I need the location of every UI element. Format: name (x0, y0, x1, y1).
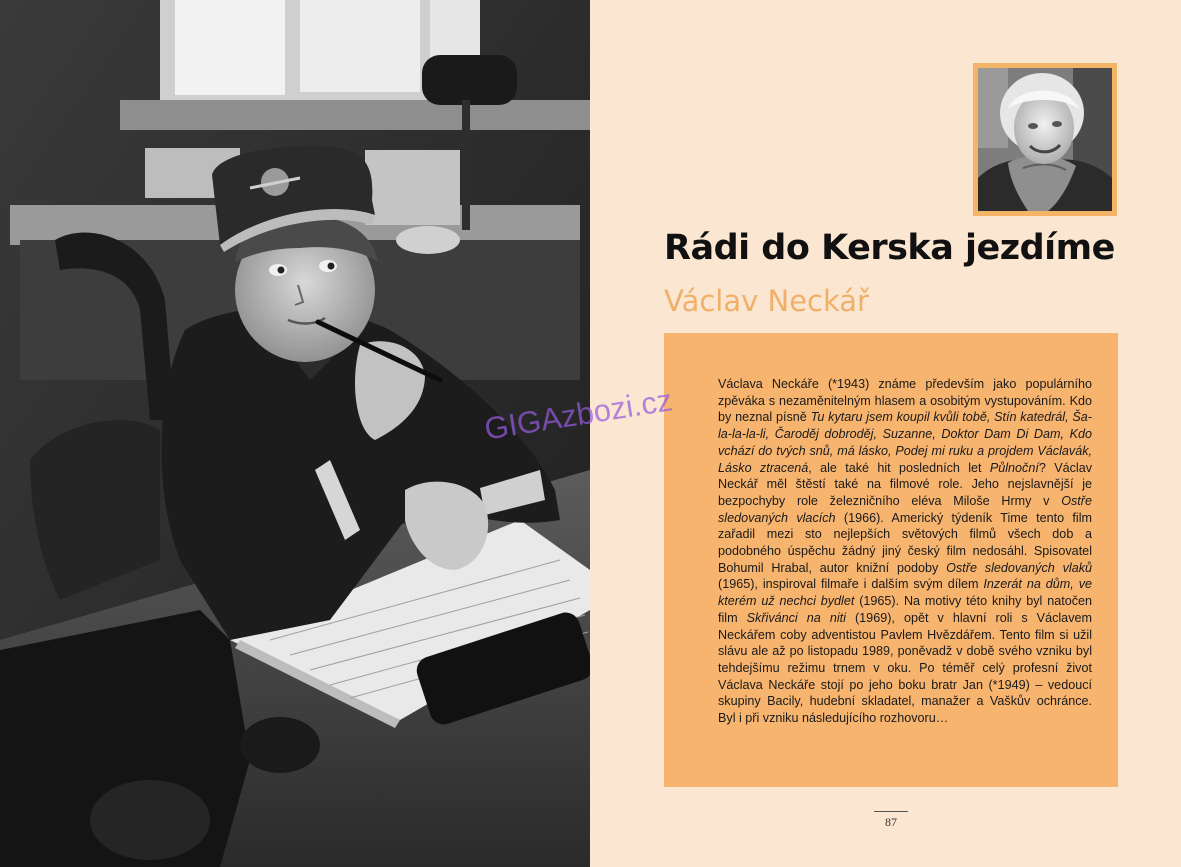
portrait-illustration (978, 68, 1112, 211)
intro-text-italic: Ostře sledovaných vlacích (718, 493, 1092, 525)
intro-text-run: (1966). Americký týdeník Time tento film zařadil mezi sto nejlepších světových filmů všech dob a podobného úspěchu žádný jiný český film nedosáhl. Spisovatel Bohumil Hrabal, autor knižní podoby (718, 510, 1092, 575)
article-page (590, 0, 1181, 867)
intro-text (718, 376, 1092, 727)
author-portrait (973, 63, 1117, 216)
intro-text-italic: Ostře sledovaných vlaků (946, 560, 1093, 575)
intro-text-run: , ale také hit posledních let (808, 460, 990, 475)
intro-text-run: Václava Neckáře (*1943) známe především jako populárního zpěváka s nezaměnitelným hlasem a osobitým vystupováním. Kdo by neznal písně (718, 377, 1092, 425)
article-title: Rádi do Kerska jezdíme (664, 228, 1115, 268)
intro-text-run: (1969), opět v hlavní roli s Václavem Neckářem coby adventistou Pavlem Hvězdářem. Tento film si užil slávu ale až po listopadu 1989, poněvadž v době svého vzniku byl tehdejšímu režimu trnem v oku. Po téměř celý profesní život Václava Neckáře stojí po jeho boku bratr Jan (*1949) – vedoucí skupiny Bacily, hudební skladatel, manažer a Vaškův ochránce. Byl i při vzniku následujícího rozhovoru… (718, 610, 1092, 726)
intro-text-run: ? Václav Neckář měl štěstí také na filmové role. Jeho nejslavnější je bezpochyby role železničního eléva Miloše Hrmy v (718, 460, 1092, 508)
intro-text-italic: Tu kytaru jsem koupil kvůli tobě, Stín katedrál, Ša-la-la-la-li, Čaroděj dobroděj, Suzanne, Doktor Dam Di Dam, Kdo vchází do tvých snů, má lásko, Podej mi ruku a projdem Václavák, Lásko ztracená (718, 410, 1092, 475)
intro-text-italic: Inzerát na dům, ve kterém už nechci bydlet (718, 577, 1092, 609)
intro-text-italic: Půlnoční (989, 460, 1039, 475)
intro-text-run: (1965), inspiroval filmaře i dalším svým dílem (718, 577, 984, 592)
article-author: Václav Neckář (664, 284, 869, 318)
page-number: 87 (885, 815, 897, 829)
intro-text-italic: Skřivánci na niti (746, 610, 846, 625)
watermark: GIGAzbozi.cz (482, 382, 675, 447)
intro-box (664, 333, 1118, 787)
intro-text-run: (1965). Na motivy této knihy byl natočen film (718, 594, 1093, 625)
page-number-rule (874, 811, 908, 812)
